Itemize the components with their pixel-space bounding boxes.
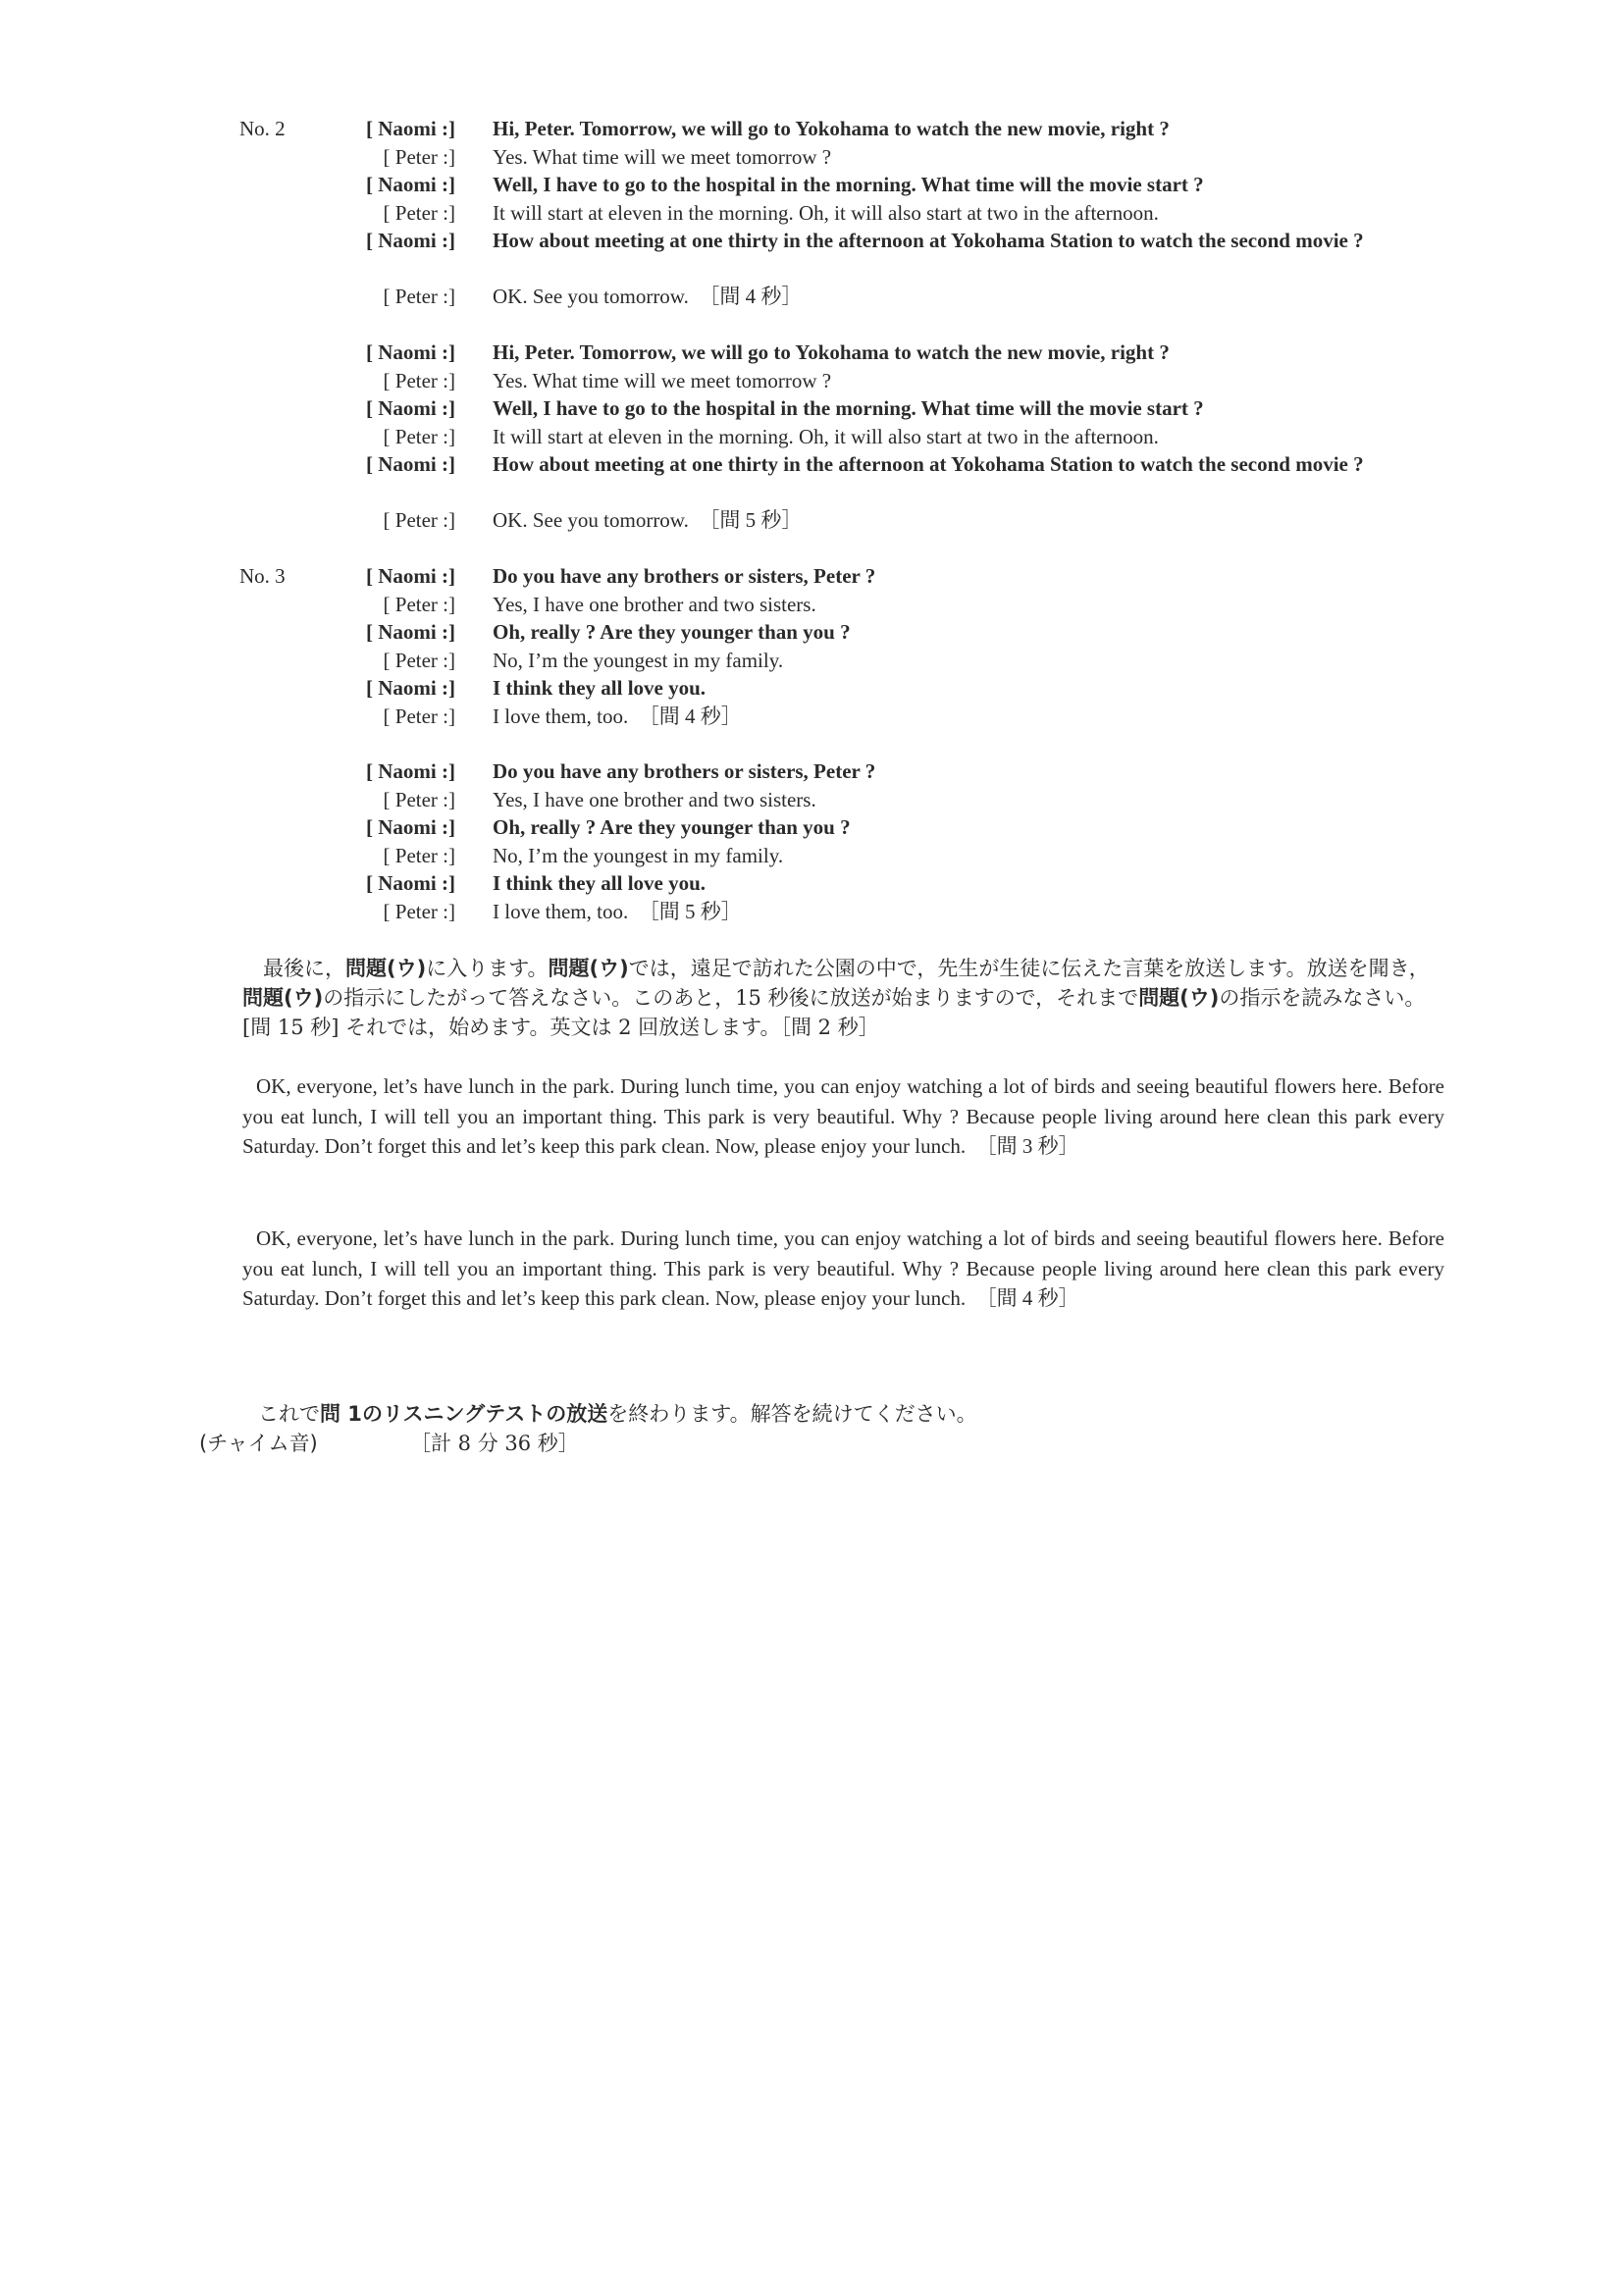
pause-marker: ［間 4 秒］	[638, 704, 742, 728]
dialog-line	[0, 143, 1623, 172]
dialog-text-content: I love them, too.	[493, 899, 629, 923]
dialog-text: How about meeting at one thirty in the afternoon at Yokohama Station to watch the second movie ?	[493, 452, 1364, 476]
dialog-line	[0, 367, 1623, 395]
speaker-label: [ Naomi :]	[366, 871, 455, 895]
dialog-text: Do you have any brothers or sisters, Peter ?	[493, 759, 876, 783]
closing-text: を終わります。解答を続けてください。	[607, 1402, 977, 1426]
speaker-label: [ Naomi :]	[366, 117, 455, 140]
no2-dialog-second	[0, 339, 1623, 535]
dialog-line	[0, 786, 1623, 814]
dialog-line	[0, 283, 1623, 311]
speaker-label: [ Naomi :]	[366, 620, 455, 644]
footer-row	[199, 1429, 579, 1458]
closing-text: のリスニングテストの放送	[361, 1402, 608, 1426]
speaker-label: [ Naomi :]	[366, 815, 455, 839]
pause-marker: ［間 5 秒］	[638, 899, 742, 923]
speaker-label: [ Naomi :]	[366, 340, 455, 364]
closing-text: これで	[258, 1402, 320, 1426]
speaker-label: [ Peter :]	[383, 843, 455, 867]
closing-announcement	[258, 1399, 977, 1429]
speaker-label: [ Peter :]	[383, 704, 455, 728]
dialog-line	[0, 450, 1623, 506]
dialog-text: It will start at eleven in the morning. Oh, it will also start at two in the afternoon.	[493, 200, 1159, 225]
dialog-text: Yes, I have one brother and two sisters.	[493, 592, 816, 616]
dialog-line	[0, 674, 1623, 703]
dialog-line	[0, 591, 1623, 619]
pause-marker: ［間 5 秒］	[699, 508, 803, 532]
instruction-text: 最後に，	[263, 957, 345, 980]
dialog-text: Yes, I have one brother and two sisters.	[493, 787, 816, 811]
instruction-text: の指示にしたがって答えなさい。このあと，15 秒後に放送が始まりますので，それまで	[323, 986, 1139, 1010]
speaker-label: [ Peter :]	[383, 285, 455, 308]
dialog-text	[493, 703, 1435, 731]
dialog-text: Do you have any brothers or sisters, Peter ?	[493, 564, 876, 588]
dialog-text: Yes. What time will we meet tomorrow ?	[493, 368, 832, 392]
dialog-line	[0, 757, 1623, 786]
dialog-text-content: I love them, too.	[493, 704, 629, 728]
dialog-line	[0, 562, 1623, 591]
dialog-text: No, I’m the youngest in my family.	[493, 843, 784, 867]
teacher-speech-second	[242, 1224, 1444, 1314]
dialog-text: Well, I have to go to the hospital in the morning. What time will the movie start ?	[493, 173, 1204, 196]
dialog-text: Hi, Peter. Tomorrow, we will go to Yokohama to watch the new movie, right ?	[493, 117, 1170, 140]
speaker-label: [ Naomi :]	[366, 676, 455, 700]
dialog-text: Well, I have to go to the hospital in the morning. What time will the movie start ?	[493, 396, 1204, 420]
speaker-label: [ Peter :]	[383, 648, 455, 672]
dialog-line	[0, 394, 1623, 423]
no3-dialog-first	[0, 562, 1623, 730]
dialog-line	[0, 199, 1623, 228]
pause-marker: ［間 3 秒］	[975, 1134, 1079, 1158]
dialog-text-content: OK. See you tomorrow.	[493, 285, 689, 308]
dialog-text: Oh, really ? Are they younger than you ?	[493, 620, 851, 644]
question-label: 問題(ウ)	[345, 957, 427, 980]
dialog-text: No, I’m the youngest in my family.	[493, 648, 784, 672]
speaker-label: [ Naomi :]	[366, 452, 455, 476]
pause-marker: ［間 4 秒］	[975, 1286, 1079, 1310]
speaker-label: [ Peter :]	[383, 144, 455, 169]
dialog-line	[0, 227, 1623, 283]
speaker-label: [ Naomi :]	[366, 564, 455, 588]
speaker-label: [ Naomi :]	[366, 173, 455, 196]
question-label: 問題(ウ)	[548, 957, 629, 980]
dialog-text: I think they all love you.	[493, 871, 707, 895]
dialog-text: Yes. What time will we meet tomorrow ?	[493, 144, 832, 169]
question-label: 問題(ウ)	[242, 986, 324, 1010]
dialog-text: It will start at eleven in the morning. Oh, it will also start at two in the afternoon.	[493, 424, 1159, 448]
speaker-label: [ Peter :]	[383, 592, 455, 616]
speech-text: OK, everyone, let’s have lunch in the park. During lunch time, you can enjoy watching a lot of birds and seeing beautiful flowers here. Before you eat lunch, I will tell you an important thing. This park is very beautiful. Why ? Because people living around here clean this park every Saturday. Don’t forget this and let’s keep this park clean. Now, please enjoy your lunch.	[242, 1226, 1444, 1310]
dialog-line	[0, 842, 1623, 870]
speaker-label: [ Peter :]	[383, 899, 455, 923]
dialog-text: Oh, really ? Are they younger than you ?	[493, 815, 851, 839]
dialog-text: How about meeting at one thirty in the afternoon at Yokohama Station to watch the second movie ?	[493, 229, 1364, 252]
speaker-label: [ Peter :]	[383, 787, 455, 811]
dialog-line	[0, 339, 1623, 367]
instruction-text: では，遠足で訪れた公園の中で，先生が生徒に伝えた言葉を放送します。放送を聞き，	[628, 957, 1430, 980]
question-u-instruction	[242, 954, 1444, 1042]
dialog-text: Hi, Peter. Tomorrow, we will go to Yokohama to watch the new movie, right ?	[493, 340, 1170, 364]
instruction-text: に入ります。	[426, 957, 549, 980]
chime-note: (チャイム音)	[199, 1432, 318, 1455]
dialog-line	[0, 898, 1623, 926]
dialog-text	[493, 506, 1435, 535]
dialog-line	[0, 647, 1623, 675]
dialog-line	[0, 506, 1623, 535]
total-duration: ［計 8 分 36 秒］	[410, 1432, 579, 1455]
dialog-line	[0, 171, 1623, 199]
speaker-label: [ Peter :]	[383, 200, 455, 225]
dialog-line	[0, 618, 1623, 647]
teacher-speech-first	[242, 1071, 1444, 1162]
question-number: No. 2	[239, 117, 286, 140]
dialog-text	[493, 283, 1435, 311]
dialog-line	[0, 813, 1623, 842]
no3-dialog-second	[0, 757, 1623, 925]
dialog-line	[0, 423, 1623, 451]
dialog-text-content: OK. See you tomorrow.	[493, 508, 689, 532]
pause-marker: ［間 4 秒］	[699, 285, 803, 308]
speaker-label: [ Peter :]	[383, 424, 455, 448]
question-number: No. 3	[239, 564, 286, 588]
speaker-label: [ Peter :]	[383, 508, 455, 532]
dialog-text: I think they all love you.	[493, 676, 707, 700]
question-label: 問 1	[320, 1402, 362, 1426]
question-label: 問題(ウ)	[1138, 986, 1220, 1010]
speaker-label: [ Peter :]	[383, 368, 455, 392]
dialog-text	[493, 898, 1435, 926]
speaker-label: [ Naomi :]	[366, 396, 455, 420]
dialog-line	[0, 115, 1623, 143]
no2-dialog-first	[0, 115, 1623, 311]
speaker-label: [ Naomi :]	[366, 229, 455, 252]
speech-text: OK, everyone, let’s have lunch in the park. During lunch time, you can enjoy watching a lot of birds and seeing beautiful flowers here. Before you eat lunch, I will tell you an important thing. This park is very beautiful. Why ? Because people living around here clean this park every Saturday. Don’t forget this and let’s keep this park clean. Now, please enjoy your lunch.	[242, 1074, 1444, 1158]
dialog-line	[0, 869, 1623, 898]
speaker-label: [ Naomi :]	[366, 759, 455, 783]
dialog-line	[0, 703, 1623, 731]
instruction-text: の指示を読みなさい。[間 15 秒] それでは，始めます。英文は 2 回放送します。［間 2 秒］	[242, 986, 1426, 1039]
